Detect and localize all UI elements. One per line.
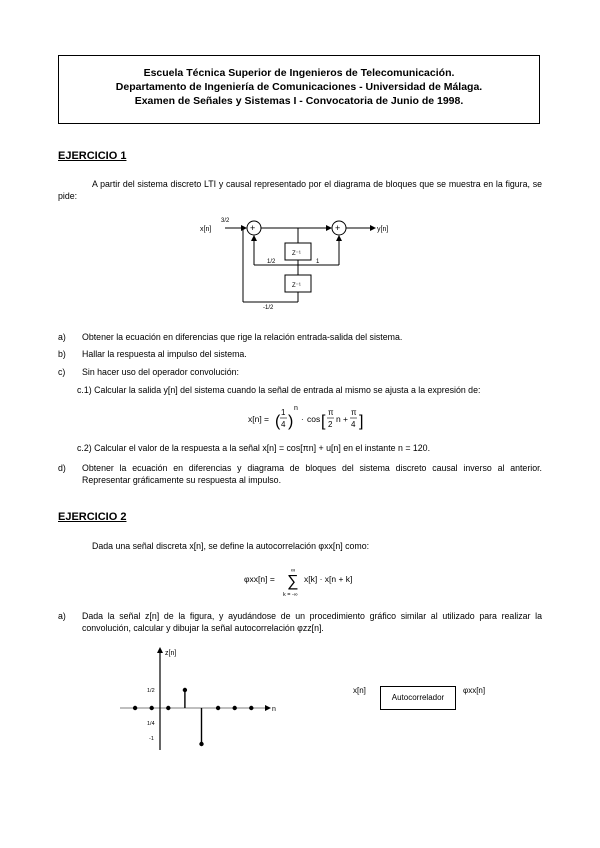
eq2-upper: ∞ [291, 568, 296, 574]
header-line-3: Examen de Señales y Sistemas I - Convocatoria de Junio de 1998. [134, 95, 464, 107]
eq2-lhs: φxx[n] = [244, 574, 275, 584]
eq1-lhs: x[n] = [248, 414, 270, 424]
stem-point [133, 706, 137, 710]
eq1-plus: + [343, 414, 348, 424]
delay-bottom-label: Z⁻¹ [292, 283, 301, 289]
stem-point [199, 742, 203, 746]
ex1-item-d: d) Obtener la ecuación en diferencias y diagrama de bloques del sistema discreto causal inverso al anterior. Representar gráficamente su respuesta al impulso. [58, 463, 542, 485]
header-line-1: Escuela Técnica Superior de Ingenieros de Telecomunicación. [143, 67, 455, 79]
eq2-rhs: x[k] · x[n + k] [304, 574, 353, 584]
svg-text:[: [ [321, 413, 326, 430]
adder-1-plus: + [250, 223, 256, 233]
tick-mid: 1/4 [147, 721, 155, 727]
eq1-den2: 2 [328, 420, 333, 429]
tick-pos: 1/2 [147, 688, 155, 694]
stem-point [216, 706, 220, 710]
diagram-output-label: y[n] [377, 226, 389, 233]
eq1-dot: · [301, 415, 304, 424]
header-line-2: Departamento de Ingeniería de Comunicaciones - Universidad de Málaga. [115, 81, 483, 93]
tick-neg: -1 [149, 736, 154, 742]
equation-1 [248, 402, 378, 436]
plot-xlabel: n [272, 706, 276, 713]
header-box [58, 55, 540, 124]
plot-ylabel: z[n] [165, 650, 177, 657]
stem-point [183, 688, 187, 692]
eq1-pi2: π [351, 408, 357, 417]
ex1-item-c: c) Sin hacer uso del operador convolución: [58, 367, 239, 377]
svg-text:(: ( [275, 413, 281, 430]
delay-top-label: Z⁻¹ [292, 251, 301, 257]
eq1-den3: 4 [351, 420, 356, 429]
stem-point [249, 706, 253, 710]
adder-2-plus: + [335, 223, 341, 233]
svg-text:]: ] [359, 413, 364, 430]
eq1-num: 1 [281, 408, 286, 417]
eq1-exp: n [294, 405, 298, 412]
ex1-item-a: a) Obtener la ecuación en diferencias que rige la relación entrada-salida del sistema. [58, 332, 403, 342]
eq2-sum: ∑ [287, 573, 299, 590]
svg-text:): ) [288, 413, 294, 430]
box-input-label: x[n] [353, 686, 366, 695]
stem-point [150, 706, 154, 710]
block-diagram [195, 212, 415, 314]
ex2-item-a: a) Dada la señal z[n] de la figura, y ayudándose de un procedimiento gráfico similar al utilizado para realizar la convolución, calcular y dibujar la señal autocorrelación φzz[n]. [58, 611, 542, 633]
ex1-item-c1: c.1) Calcular la salida y[n] del sistema cuando la señal de entrada al mismo se ajusta a la expresión de: [77, 385, 481, 395]
exercise-1-title: EJERCICIO 1 [58, 150, 127, 162]
stem-plot [110, 645, 280, 755]
ex1-item-c2: c.2) Calcular el valor de la respuesta a la señal x[n] = cos[πn] + u[n] en el instante n = 120. [77, 443, 431, 453]
diagram-input-label: x[n] [200, 226, 212, 233]
gain-fb2: -1/2 [263, 305, 274, 311]
exercise-2-title: EJERCICIO 2 [58, 511, 127, 523]
eq1-den: 4 [281, 420, 286, 429]
box-output-label: φxx[n] [463, 686, 486, 695]
gain-fwd: 1 [316, 259, 320, 265]
stem-point [166, 706, 170, 710]
diagram-gain-in: 3/2 [221, 218, 230, 224]
eq2-lower: k = -∞ [283, 592, 298, 598]
stem-point [233, 706, 237, 710]
eq1-cos: cos [307, 414, 321, 424]
equation-2 [244, 562, 374, 600]
autocorrelator-box: Autocorrelador [380, 686, 456, 710]
eq1-pi1: π [328, 408, 334, 417]
gain-fb1: 1/2 [267, 259, 276, 265]
exercise-2-intro: Dada una señal discreta x[n], se define la autocorrelación φxx[n] como: [92, 541, 370, 551]
exercise-1-intro: A partir del sistema discreto LTI y causal representado por el diagrama de bloques que se muestra en la figura, se pide: [58, 179, 542, 201]
ex1-item-b: b) Hallar la respuesta al impulso del sistema. [58, 349, 247, 359]
eq1-n: n [336, 414, 341, 424]
